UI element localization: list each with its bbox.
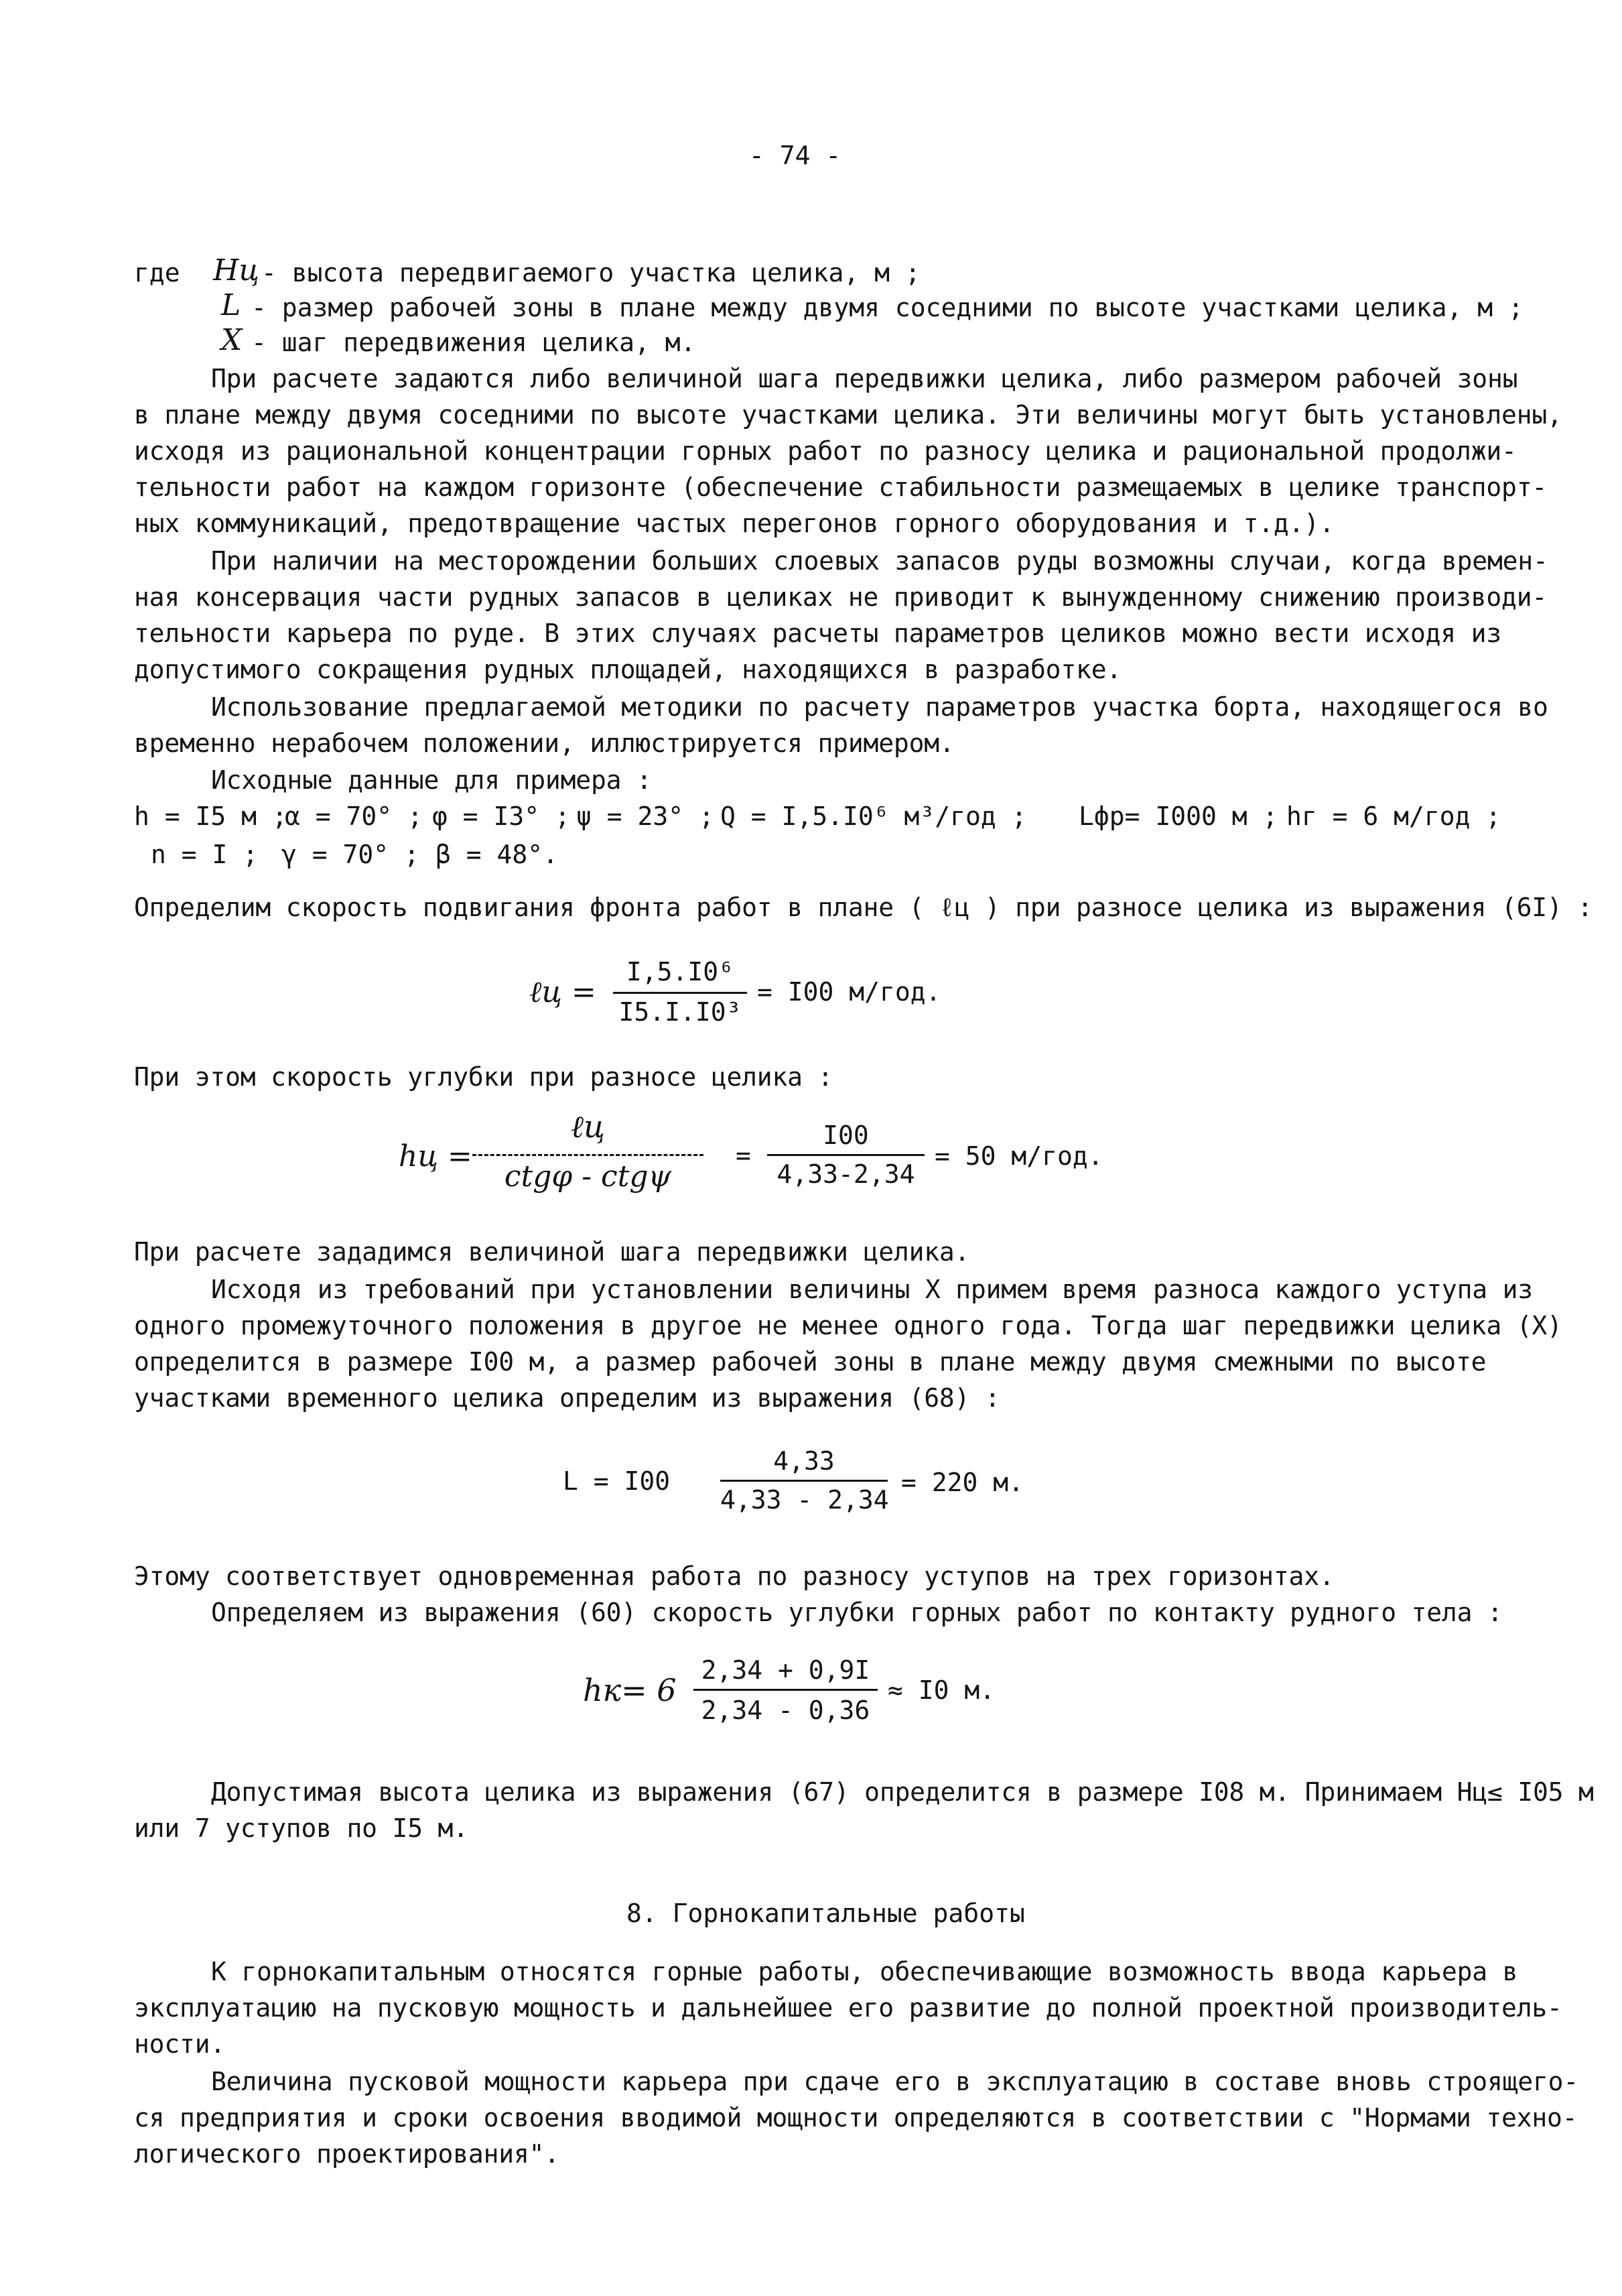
paragraph-line: ных коммуникаций, предотвращение частых перегонов горного оборудования и т.д.).	[134, 509, 1335, 538]
paragraph-line: исходя из рациональной концентрации горных работ по разносу целика и рациональной продолжи-	[134, 436, 1517, 466]
paragraph-line: Использование предлагаемой методики по расчету параметров участка борта, находящегося во	[211, 692, 1548, 722]
paragraph-line: участками временного целика определим из выражения (68) :	[134, 1383, 1000, 1413]
formula-denominator: 2,34 - 0,36	[701, 1696, 870, 1725]
formula-denominator: ctgφ - ctgψ	[504, 1159, 672, 1194]
paragraph-line: ности.	[134, 2029, 226, 2059]
paragraph-line: Определим скорость подвигания фронта работ в плане ( ℓц ) при разносе целика из выражения (6I) :	[134, 893, 1593, 922]
paragraph-line: одного промежуточного положения в другое не менее одного года. Тогда шаг передвижки целика (X)	[134, 1311, 1562, 1340]
example-value: n = I ;	[151, 840, 259, 869]
paragraph-line: ся предприятия и сроки освоения вводимой мощности определяются в соответствии с "Нормами техно-	[134, 2103, 1578, 2132]
paragraph-line: эксплуатацию на пусковую мощность и дальнейшее его развитие до полной проектной производитель-	[134, 1993, 1562, 2023]
formula-denominator: 4,33 - 2,34	[720, 1485, 889, 1515]
formula-lhs: hц =	[399, 1139, 472, 1173]
definition-symbol: X	[221, 323, 243, 357]
formula-result: = 220 м.	[901, 1468, 1024, 1497]
example-value: Q = I,5.I0⁶ м³/год ;	[720, 802, 1027, 831]
example-value: ψ = 23° ;	[576, 802, 714, 831]
example-heading: Исходные данные для примера :	[211, 765, 652, 795]
formula-numerator: ℓц	[570, 1108, 606, 1145]
definition-text: - высота передвигаемого участка целика, м ;	[261, 258, 921, 288]
paragraph-line: временно нерабочем положении, иллюстрируется примером.	[134, 728, 955, 758]
fraction-bar	[613, 992, 747, 994]
formula-equals: =	[736, 1141, 751, 1170]
paragraph-line: или 7 уступов по I5 м.	[134, 1813, 468, 1843]
paragraph-line: К горнокапитальным относятся горные работы, обеспечивающие возможность ввода карьера в	[211, 1957, 1518, 1986]
example-value: γ = 70° ;	[281, 840, 419, 869]
paragraph-line: При расчете зададимся величиной шага передвижки целика.	[134, 1237, 970, 1267]
formula-denominator: I5.I.I0³	[618, 997, 742, 1027]
fraction-bar	[767, 1154, 925, 1156]
paragraph-line: тельности карьера по руде. В этих случаях расчеты параметров целиков можно вести исходя из	[134, 619, 1502, 648]
paragraph-line: тельности работ на каждом горизонте (обеспечение стабильности размещаемых в целике транспорт-	[134, 472, 1548, 502]
paragraph-line: Определяем из выражения (60) скорость углубки горных работ по контакту рудного тела :	[211, 1598, 1503, 1627]
example-value: φ = I3° ;	[432, 802, 570, 831]
paragraph-line: определится в размере I00 м, а размер рабочей зоны в плане между двумя смежными по высоте	[134, 1347, 1487, 1377]
formula-numerator: 4,33	[773, 1446, 835, 1476]
definition-symbol: L	[221, 288, 241, 322]
formula-numerator: 2,34 + 0,9I	[701, 1655, 870, 1685]
definition-text: - шаг передвижения целика, м.	[251, 328, 696, 357]
formula-lhs: L = I00	[563, 1466, 671, 1496]
formula-result: ≈ I0 м.	[888, 1675, 996, 1705]
formula-denominator: 4,33-2,34	[776, 1159, 915, 1189]
fraction-bar	[720, 1480, 888, 1482]
paragraph-line: Этому соответствует одновременная работа по разносу уступов на трех горизонтах.	[134, 1561, 1335, 1591]
paragraph-line: в плане между двумя соседними по высоте участками целика. Эти величины могут быть установлены,	[134, 400, 1562, 430]
definition-symbol: Hц	[213, 253, 260, 288]
page-number: - 74 -	[749, 141, 841, 170]
paragraph-line: При этом скорость углубки при разносе целика :	[134, 1062, 833, 1092]
formula-lhs: hк= 6	[583, 1672, 677, 1708]
paragraph-line: При наличии на месторождении больших слоевых запасов руды возможны случаи, когда времен-	[211, 546, 1548, 576]
paragraph-line: Исходя из требований при установлении величины X примем время разноса каждого уступа из	[211, 1275, 1533, 1304]
fraction-bar	[693, 1689, 878, 1691]
formula-result: = 50 м/год.	[935, 1141, 1103, 1171]
paragraph-line: ная консервация части рудных запасов в целиках не приводит к вынужденному снижению производи-	[134, 582, 1548, 612]
formula-numerator: I,5.I0⁶	[626, 957, 734, 986]
example-value: α = 70° ;	[285, 802, 423, 831]
definitions-lead: где	[134, 258, 180, 288]
section-title: 8. Горнокапитальные работы	[626, 1899, 1025, 1928]
fraction-bar	[472, 1154, 703, 1157]
example-value: β = 48°.	[435, 840, 559, 869]
example-value: h = I5 м ;	[134, 802, 287, 831]
example-value: Lфр= I000 м ;	[1079, 802, 1278, 831]
definition-text: - размер рабочей зоны в плане между двумя соседними по высоте участками целика, м ;	[251, 293, 1524, 322]
formula-lhs: ℓц =	[529, 975, 596, 1009]
paragraph-line: Величина пусковой мощности карьера при сдаче его в эксплуатацию в составе вновь строящего-	[211, 2067, 1579, 2096]
example-value: hг = 6 м/год ;	[1286, 802, 1501, 831]
paragraph-line: При расчете задаются либо величиной шага передвижки целика, либо размером рабочей зоны	[211, 364, 1518, 393]
formula-numerator: I00	[823, 1121, 869, 1150]
paragraph-line: допустимого сокращения рудных площадей, находящихся в разработке.	[134, 655, 1122, 684]
paragraph-line: логического проектирования".	[134, 2139, 559, 2169]
formula-result: = I00 м/год.	[757, 977, 941, 1007]
paragraph-line: Допустимая высота целика из выражения (67) определится в размере I08 м. Принимаем Hц≤ I05 м	[211, 1777, 1594, 1807]
